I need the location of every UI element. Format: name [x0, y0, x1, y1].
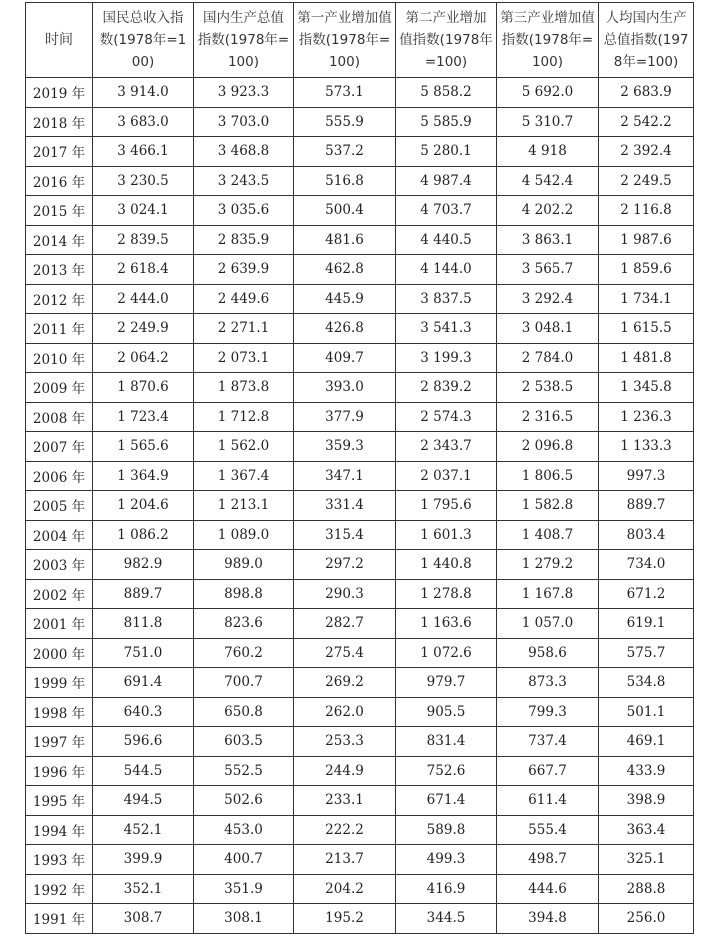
gdp-cell: 308.1: [194, 904, 294, 934]
gni-cell: 544.5: [93, 756, 194, 786]
gni-cell: 3 230.5: [93, 166, 194, 196]
table-row: [26, 432, 694, 462]
tertiary-cell: 3 863.1: [497, 225, 599, 255]
primary-cell: 269.2: [294, 668, 396, 698]
secondary-cell: 589.8: [396, 815, 497, 845]
gdp-cell: 552.5: [194, 756, 294, 786]
year-cell: 1995 年: [26, 786, 93, 816]
secondary-cell: 671.4: [396, 786, 497, 816]
year-cell: 2000 年: [26, 638, 93, 668]
year-cell: 1992 年: [26, 874, 93, 904]
secondary-cell: 1 440.8: [396, 550, 497, 580]
secondary-cell: 1 072.6: [396, 638, 497, 668]
year-cell: 2017 年: [26, 137, 93, 167]
table-row: [26, 107, 694, 137]
year-cell: 2016 年: [26, 166, 93, 196]
per-capita-cell: 534.8: [599, 668, 694, 698]
tertiary-cell: 498.7: [497, 845, 599, 875]
per-capita-cell: 398.9: [599, 786, 694, 816]
gdp-cell: 3 243.5: [194, 166, 294, 196]
per-capita-cell: 1 133.3: [599, 432, 694, 462]
table-row: [26, 550, 694, 580]
gdp-cell: 351.9: [194, 874, 294, 904]
gdp-cell: 2 835.9: [194, 225, 294, 255]
primary-cell: 500.4: [294, 196, 396, 226]
gni-cell: 2 064.2: [93, 343, 194, 373]
primary-cell: 393.0: [294, 373, 396, 403]
primary-cell: 315.4: [294, 520, 396, 550]
gdp-cell: 1 712.8: [194, 402, 294, 432]
table-row: [26, 668, 694, 698]
gdp-cell: 989.0: [194, 550, 294, 580]
table-row: [26, 166, 694, 196]
gni-cell: 1 565.6: [93, 432, 194, 462]
secondary-cell: 2 839.2: [396, 373, 497, 403]
tertiary-cell: 555.4: [497, 815, 599, 845]
gni-cell: 2 249.9: [93, 314, 194, 344]
primary-cell: 195.2: [294, 904, 396, 934]
tertiary-cell: 4 918: [497, 137, 599, 167]
gdp-cell: 700.7: [194, 668, 294, 698]
year-cell: 2014 年: [26, 225, 93, 255]
table-row: [26, 78, 694, 108]
gdp-cell: 2 449.6: [194, 284, 294, 314]
table-row: [26, 255, 694, 285]
primary-cell: 275.4: [294, 638, 396, 668]
year-cell: 2013 年: [26, 255, 93, 285]
year-cell: 2005 年: [26, 491, 93, 521]
tertiary-cell: 611.4: [497, 786, 599, 816]
primary-cell: 213.7: [294, 845, 396, 875]
per-capita-cell: 889.7: [599, 491, 694, 521]
secondary-cell: 4 440.5: [396, 225, 497, 255]
per-capita-cell: 803.4: [599, 520, 694, 550]
per-capita-cell: 1 859.6: [599, 255, 694, 285]
year-cell: 2015 年: [26, 196, 93, 226]
table-row: [26, 786, 694, 816]
table-row: [26, 343, 694, 373]
secondary-cell: 5 858.2: [396, 78, 497, 108]
per-capita-cell: 469.1: [599, 727, 694, 757]
table-row: [26, 845, 694, 875]
tertiary-cell: 958.6: [497, 638, 599, 668]
year-cell: 2011 年: [26, 314, 93, 344]
table-row: [26, 756, 694, 786]
gni-cell: 308.7: [93, 904, 194, 934]
table-row: [26, 225, 694, 255]
secondary-cell: 4 144.0: [396, 255, 497, 285]
gni-cell: 982.9: [93, 550, 194, 580]
index-table-container: [25, 2, 693, 934]
per-capita-cell: 501.1: [599, 697, 694, 727]
gni-cell: 751.0: [93, 638, 194, 668]
gni-cell: 494.5: [93, 786, 194, 816]
gni-cell: 1 870.6: [93, 373, 194, 403]
gni-cell: 811.8: [93, 609, 194, 639]
primary-cell: 253.3: [294, 727, 396, 757]
gni-cell: 1 364.9: [93, 461, 194, 491]
gni-cell: 3 683.0: [93, 107, 194, 137]
per-capita-cell: 997.3: [599, 461, 694, 491]
tertiary-cell: 1 167.8: [497, 579, 599, 609]
year-cell: 1994 年: [26, 815, 93, 845]
year-cell: 2001 年: [26, 609, 93, 639]
year-cell: 1996 年: [26, 756, 93, 786]
tertiary-cell: 1 279.2: [497, 550, 599, 580]
gni-cell: 889.7: [93, 579, 194, 609]
gdp-cell: 1 562.0: [194, 432, 294, 462]
secondary-cell: 499.3: [396, 845, 497, 875]
header-secondary-industry-index: 第二产业增加值指数(1978年=100): [396, 3, 497, 78]
year-cell: 2007 年: [26, 432, 93, 462]
header-primary-industry-index: 第一产业增加值指数(1978年=100): [294, 3, 396, 78]
primary-cell: 537.2: [294, 137, 396, 167]
primary-cell: 347.1: [294, 461, 396, 491]
tertiary-cell: 394.8: [497, 904, 599, 934]
year-cell: 2019 年: [26, 78, 93, 108]
table-row: [26, 520, 694, 550]
per-capita-cell: 325.1: [599, 845, 694, 875]
table-row: [26, 196, 694, 226]
primary-cell: 233.1: [294, 786, 396, 816]
per-capita-cell: 2 392.4: [599, 137, 694, 167]
primary-cell: 290.3: [294, 579, 396, 609]
primary-cell: 573.1: [294, 78, 396, 108]
secondary-cell: 4 703.7: [396, 196, 497, 226]
per-capita-cell: 363.4: [599, 815, 694, 845]
tertiary-cell: 737.4: [497, 727, 599, 757]
secondary-cell: 1 163.6: [396, 609, 497, 639]
gni-cell: 3 914.0: [93, 78, 194, 108]
primary-cell: 204.2: [294, 874, 396, 904]
table-row: [26, 727, 694, 757]
year-cell: 2008 年: [26, 402, 93, 432]
secondary-cell: 4 987.4: [396, 166, 497, 196]
year-cell: 1998 年: [26, 697, 93, 727]
header-gdp-index: 国内生产总值指数(1978年=100): [194, 3, 294, 78]
primary-cell: 445.9: [294, 284, 396, 314]
per-capita-cell: 1 236.3: [599, 402, 694, 432]
primary-cell: 331.4: [294, 491, 396, 521]
year-cell: 2010 年: [26, 343, 93, 373]
per-capita-cell: 1 615.5: [599, 314, 694, 344]
primary-cell: 297.2: [294, 550, 396, 580]
table-row: [26, 874, 694, 904]
gdp-cell: 1 873.8: [194, 373, 294, 403]
year-cell: 1999 年: [26, 668, 93, 698]
secondary-cell: 344.5: [396, 904, 497, 934]
gdp-cell: 823.6: [194, 609, 294, 639]
gni-cell: 1 723.4: [93, 402, 194, 432]
per-capita-cell: 734.0: [599, 550, 694, 580]
tertiary-cell: 2 096.8: [497, 432, 599, 462]
gni-cell: 452.1: [93, 815, 194, 845]
gdp-cell: 3 035.6: [194, 196, 294, 226]
gni-cell: 2 839.5: [93, 225, 194, 255]
gdp-cell: 2 639.9: [194, 255, 294, 285]
primary-cell: 377.9: [294, 402, 396, 432]
gni-cell: 3 024.1: [93, 196, 194, 226]
year-cell: 2002 年: [26, 579, 93, 609]
header-per-capita-gdp-index: 人均国内生产总值指数(1978年=100): [599, 3, 694, 78]
secondary-cell: 752.6: [396, 756, 497, 786]
tertiary-cell: 4 542.4: [497, 166, 599, 196]
year-cell: 2012 年: [26, 284, 93, 314]
per-capita-cell: 575.7: [599, 638, 694, 668]
secondary-cell: 5 280.1: [396, 137, 497, 167]
primary-cell: 282.7: [294, 609, 396, 639]
secondary-cell: 979.7: [396, 668, 497, 698]
table-row: [26, 697, 694, 727]
tertiary-cell: 2 538.5: [497, 373, 599, 403]
primary-cell: 516.8: [294, 166, 396, 196]
year-cell: 2004 年: [26, 520, 93, 550]
table-body: [26, 78, 694, 934]
gni-cell: 596.6: [93, 727, 194, 757]
tertiary-cell: 5 692.0: [497, 78, 599, 108]
tertiary-cell: 1 408.7: [497, 520, 599, 550]
tertiary-cell: 873.3: [497, 668, 599, 698]
table-row: [26, 815, 694, 845]
per-capita-cell: 619.1: [599, 609, 694, 639]
per-capita-cell: 1 481.8: [599, 343, 694, 373]
gni-cell: 640.3: [93, 697, 194, 727]
tertiary-cell: 3 292.4: [497, 284, 599, 314]
gni-cell: 3 466.1: [93, 137, 194, 167]
tertiary-cell: 2 784.0: [497, 343, 599, 373]
primary-cell: 222.2: [294, 815, 396, 845]
secondary-cell: 2 343.7: [396, 432, 497, 462]
primary-cell: 244.9: [294, 756, 396, 786]
year-cell: 2009 年: [26, 373, 93, 403]
gni-cell: 691.4: [93, 668, 194, 698]
header-gni-index: 国民总收入指数(1978年=100): [93, 3, 194, 78]
table-row: [26, 579, 694, 609]
table-header: [26, 3, 694, 78]
gni-cell: 1 204.6: [93, 491, 194, 521]
secondary-cell: 831.4: [396, 727, 497, 757]
per-capita-cell: 256.0: [599, 904, 694, 934]
primary-cell: 359.3: [294, 432, 396, 462]
gdp-cell: 453.0: [194, 815, 294, 845]
year-cell: 2006 年: [26, 461, 93, 491]
primary-cell: 426.8: [294, 314, 396, 344]
year-cell: 1993 年: [26, 845, 93, 875]
per-capita-cell: 2 116.8: [599, 196, 694, 226]
gdp-cell: 3 923.3: [194, 78, 294, 108]
year-cell: 1991 年: [26, 904, 93, 934]
per-capita-cell: 1 734.1: [599, 284, 694, 314]
tertiary-cell: 5 310.7: [497, 107, 599, 137]
tertiary-cell: 3 048.1: [497, 314, 599, 344]
tertiary-cell: 444.6: [497, 874, 599, 904]
gni-cell: 352.1: [93, 874, 194, 904]
gni-cell: 2 444.0: [93, 284, 194, 314]
per-capita-cell: 433.9: [599, 756, 694, 786]
header-time: 时间: [26, 3, 93, 78]
secondary-cell: 3 837.5: [396, 284, 497, 314]
gdp-cell: 1 089.0: [194, 520, 294, 550]
secondary-cell: 1 278.8: [396, 579, 497, 609]
per-capita-cell: 2 683.9: [599, 78, 694, 108]
tertiary-cell: 4 202.2: [497, 196, 599, 226]
header-tertiary-industry-index: 第三产业增加值指数(1978年=100): [497, 3, 599, 78]
table-row: [26, 314, 694, 344]
tertiary-cell: 799.3: [497, 697, 599, 727]
table-row: [26, 609, 694, 639]
gdp-cell: 898.8: [194, 579, 294, 609]
gdp-cell: 1 367.4: [194, 461, 294, 491]
table-row: [26, 904, 694, 934]
secondary-cell: 2 574.3: [396, 402, 497, 432]
table-row: [26, 638, 694, 668]
table-row: [26, 461, 694, 491]
primary-cell: 409.7: [294, 343, 396, 373]
table-row: [26, 402, 694, 432]
secondary-cell: 2 037.1: [396, 461, 497, 491]
gdp-cell: 760.2: [194, 638, 294, 668]
year-cell: 1997 年: [26, 727, 93, 757]
per-capita-cell: 671.2: [599, 579, 694, 609]
primary-cell: 262.0: [294, 697, 396, 727]
tertiary-cell: 1 057.0: [497, 609, 599, 639]
index-table: [25, 2, 694, 934]
secondary-cell: 3 541.3: [396, 314, 497, 344]
gni-cell: 399.9: [93, 845, 194, 875]
secondary-cell: 905.5: [396, 697, 497, 727]
per-capita-cell: 1 987.6: [599, 225, 694, 255]
primary-cell: 555.9: [294, 107, 396, 137]
year-cell: 2003 年: [26, 550, 93, 580]
primary-cell: 462.8: [294, 255, 396, 285]
tertiary-cell: 1 582.8: [497, 491, 599, 521]
gni-cell: 2 618.4: [93, 255, 194, 285]
gdp-cell: 2 271.1: [194, 314, 294, 344]
secondary-cell: 5 585.9: [396, 107, 497, 137]
table-row: [26, 373, 694, 403]
secondary-cell: 1 601.3: [396, 520, 497, 550]
table-row: [26, 284, 694, 314]
year-cell: 2018 年: [26, 107, 93, 137]
per-capita-cell: 2 249.5: [599, 166, 694, 196]
secondary-cell: 416.9: [396, 874, 497, 904]
secondary-cell: 1 795.6: [396, 491, 497, 521]
gdp-cell: 650.8: [194, 697, 294, 727]
gdp-cell: 603.5: [194, 727, 294, 757]
header-row: [26, 3, 694, 78]
tertiary-cell: 2 316.5: [497, 402, 599, 432]
secondary-cell: 3 199.3: [396, 343, 497, 373]
table-row: [26, 137, 694, 167]
gdp-cell: 2 073.1: [194, 343, 294, 373]
gdp-cell: 400.7: [194, 845, 294, 875]
tertiary-cell: 3 565.7: [497, 255, 599, 285]
tertiary-cell: 1 806.5: [497, 461, 599, 491]
gdp-cell: 3 703.0: [194, 107, 294, 137]
per-capita-cell: 2 542.2: [599, 107, 694, 137]
table-row: [26, 491, 694, 521]
per-capita-cell: 288.8: [599, 874, 694, 904]
tertiary-cell: 667.7: [497, 756, 599, 786]
gdp-cell: 3 468.8: [194, 137, 294, 167]
per-capita-cell: 1 345.8: [599, 373, 694, 403]
gdp-cell: 502.6: [194, 786, 294, 816]
gdp-cell: 1 213.1: [194, 491, 294, 521]
primary-cell: 481.6: [294, 225, 396, 255]
gni-cell: 1 086.2: [93, 520, 194, 550]
